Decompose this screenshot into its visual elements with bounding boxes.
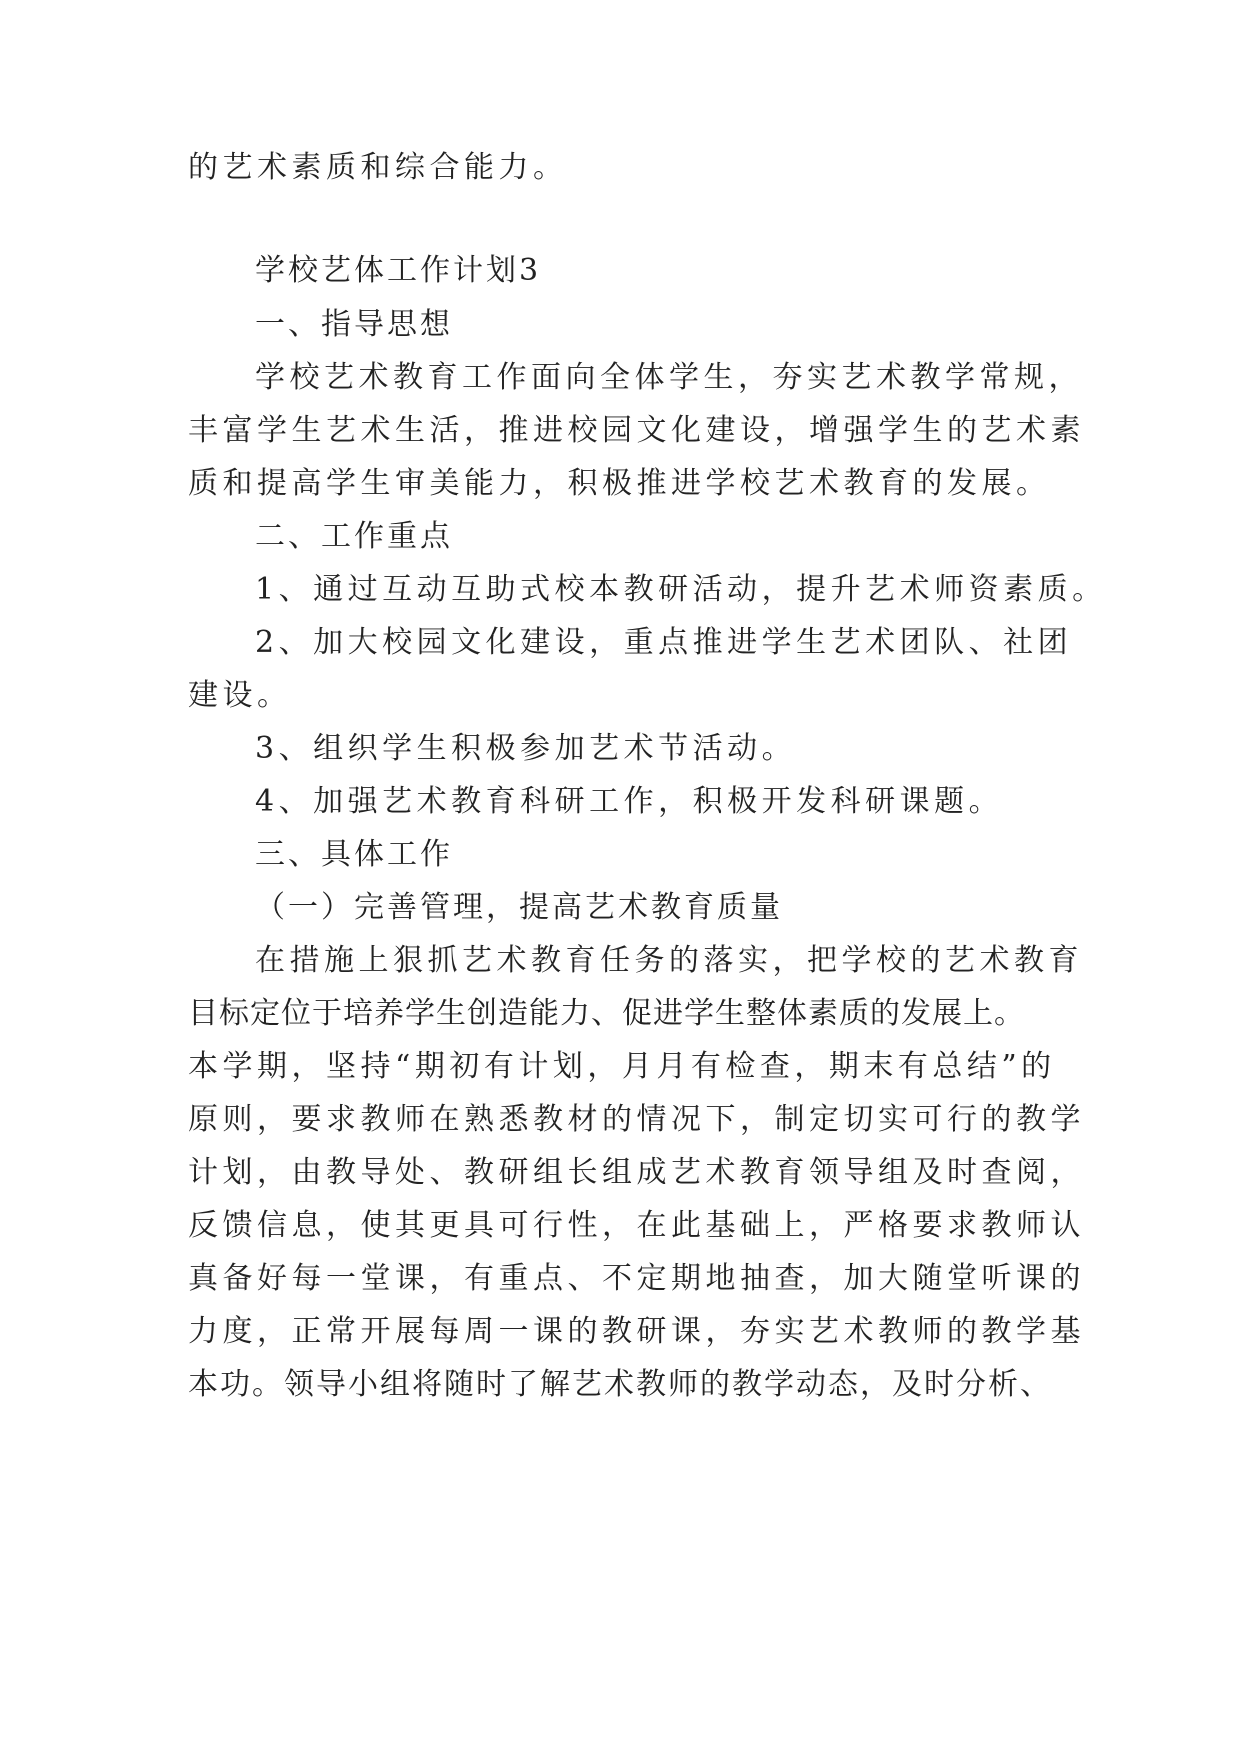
heading-guiding-thought: 一、指导思想 bbox=[255, 307, 453, 342]
paragraph-line: 质和提高学生审美能力，积极推进学校艺术教育的发展。 bbox=[188, 466, 1051, 501]
paragraph-line: 力度，正常开展每周一课的教研课，夯实艺术教师的教学基 bbox=[188, 1314, 1085, 1349]
heading-specific-work: 三、具体工作 bbox=[255, 837, 453, 872]
paragraph-line: 反馈信息，使其更具可行性，在此基础上，严格要求教师认 bbox=[188, 1208, 1085, 1243]
paragraph-line: 原则，要求教师在熟悉教材的情况下，制定切实可行的教学 bbox=[188, 1102, 1085, 1137]
paragraph-line: 本学期，坚持“期初有计划，月月有检查，期末有总结”的 bbox=[188, 1049, 1056, 1084]
list-item: 1、通过互动互助式校本教研活动，提升艺术师资素质。 bbox=[255, 572, 1107, 607]
list-item: 3、组织学生积极参加艺术节活动。 bbox=[255, 731, 797, 766]
paragraph-line: 学校艺术教育工作面向全体学生，夯实艺术教学常规， bbox=[255, 360, 1083, 395]
section-title: 学校艺体工作计划3 bbox=[255, 253, 542, 288]
paragraph-line: 在措施上狠抓艺术教育任务的落实，把学校的艺术教育 bbox=[255, 943, 1083, 978]
heading-work-focus: 二、工作重点 bbox=[255, 519, 453, 554]
paragraph-line: 的艺术素质和综合能力。 bbox=[188, 150, 568, 185]
paragraph-line: 目标定位于培养学生创造能力、促进学生整体素质的发展上。 bbox=[188, 996, 1025, 1031]
subheading-management: （一）完善管理，提高艺术教育质量 bbox=[255, 890, 783, 925]
list-item: 2、加大校园文化建设，重点推进学生艺术团队、社团 bbox=[255, 625, 1073, 660]
paragraph-line: 丰富学生艺术生活，推进校园文化建设，增强学生的艺术素 bbox=[188, 413, 1085, 448]
paragraph-line: 真备好每一堂课，有重点、不定期地抽查，加大随堂听课的 bbox=[188, 1261, 1085, 1296]
paragraph-line: 本功。领导小组将随时了解艺术教师的教学动态，及时分析、 bbox=[188, 1367, 1052, 1402]
list-item: 4、加强艺术教育科研工作，积极开发科研课题。 bbox=[255, 784, 1004, 819]
list-item-continuation: 建设。 bbox=[188, 678, 292, 713]
paragraph-line: 计划，由教导处、教研组长组成艺术教育领导组及时查阅， bbox=[188, 1155, 1085, 1190]
